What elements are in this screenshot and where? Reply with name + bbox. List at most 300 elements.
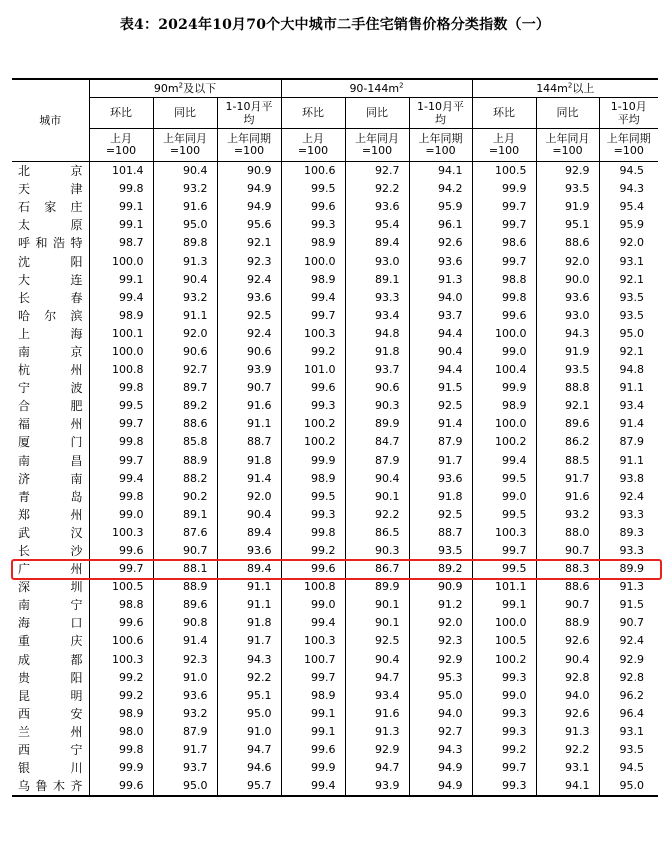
value-cell: 91.9 (536, 198, 599, 216)
base-row (12, 129, 658, 162)
value-cell: 91.7 (153, 741, 217, 759)
value-cell: 92.5 (409, 506, 472, 524)
value-cell: 85.8 (153, 433, 217, 451)
value-cell: 99.7 (472, 252, 536, 270)
value-cell: 99.7 (89, 560, 153, 578)
value-cell: 98.9 (472, 397, 536, 415)
value-cell: 99.0 (89, 506, 153, 524)
value-cell: 99.4 (472, 452, 536, 470)
table-row (12, 596, 658, 614)
value-cell: 99.2 (281, 542, 345, 560)
city-cell: 广州 (12, 560, 89, 578)
value-cell: 100.5 (89, 578, 153, 596)
table-header (12, 79, 658, 162)
price-index-table (12, 78, 658, 797)
value-cell: 87.9 (409, 433, 472, 451)
value-cell: 92.0 (619, 236, 645, 250)
value-cell: 101.1 (472, 578, 536, 596)
value-cell: 92.4 (217, 271, 281, 289)
value-cell: 90.7 (619, 616, 645, 630)
value-cell: 88.0 (536, 524, 599, 542)
value-cell: 88.7 (217, 433, 281, 451)
city-cell: 宁波 (12, 379, 89, 397)
value-cell: 91.9 (536, 343, 599, 361)
base-value: =100 (169, 144, 201, 157)
value-cell: 99.0 (472, 488, 536, 506)
value-cell: 92.6 (536, 705, 599, 723)
value-cell: 92.7 (409, 723, 472, 741)
value-cell: 91.4 (619, 417, 645, 431)
value-cell: 91.4 (409, 415, 472, 433)
value-cell: 99.1 (89, 271, 153, 289)
value-cell: 89.9 (345, 415, 409, 433)
value-cell: 99.1 (281, 723, 345, 741)
table-row (12, 578, 658, 596)
city-cell: 哈尔滨 (12, 307, 89, 325)
value-cell: 93.1 (619, 254, 645, 268)
value-cell: 94.3 (619, 182, 645, 196)
value-cell: 92.5 (409, 397, 472, 415)
value-cell: 99.8 (89, 488, 153, 506)
base-label: 上年同月 (355, 132, 399, 145)
value-cell: 101.0 (281, 361, 345, 379)
value-cell: 91.3 (345, 723, 409, 741)
value-cell: 93.5 (619, 308, 645, 322)
value-cell: 89.4 (345, 234, 409, 252)
value-cell: 88.9 (153, 452, 217, 470)
city-cell: 厦门 (12, 433, 89, 451)
value-cell: 93.2 (153, 180, 217, 198)
value-cell: 100.6 (89, 632, 153, 650)
value-cell: 87.6 (153, 524, 217, 542)
value-cell: 99.6 (281, 560, 345, 578)
value-cell: 99.3 (281, 216, 345, 234)
value-cell: 90.1 (345, 614, 409, 632)
value-cell: 93.2 (536, 506, 599, 524)
value-cell: 92.1 (217, 234, 281, 252)
base-header (409, 129, 472, 162)
table-row (12, 470, 658, 488)
value-cell: 100.2 (281, 415, 345, 433)
value-cell: 95.0 (619, 779, 645, 793)
value-cell: 99.3 (472, 669, 536, 687)
metric-header: 1-10月平均 (217, 98, 281, 129)
city-cell: 青岛 (12, 488, 89, 506)
value-cell: 99.6 (472, 307, 536, 325)
value-cell: 93.2 (153, 705, 217, 723)
value-cell: 91.8 (217, 614, 281, 632)
base-header (599, 129, 658, 162)
value-cell: 93.6 (409, 252, 472, 270)
value-cell: 99.7 (89, 452, 153, 470)
value-cell: 90.1 (345, 596, 409, 614)
value-cell: 92.3 (409, 632, 472, 650)
value-cell: 99.4 (281, 289, 345, 307)
value-cell: 93.5 (619, 743, 645, 757)
base-label: 上年同月 (163, 132, 207, 145)
base-label: 上年同期 (418, 132, 463, 145)
base-value: =100 (233, 144, 265, 157)
value-cell: 100.6 (281, 162, 345, 181)
value-cell: 93.5 (409, 542, 472, 560)
table-row (12, 433, 658, 451)
metric-header: 1-10月平均 (599, 98, 658, 129)
value-cell: 100.0 (472, 415, 536, 433)
value-cell: 91.5 (619, 598, 645, 612)
value-cell: 94.7 (345, 669, 409, 687)
value-cell: 91.2 (409, 596, 472, 614)
value-cell: 90.4 (536, 651, 599, 669)
city-cell: 济南 (12, 470, 89, 488)
value-cell: 91.8 (345, 343, 409, 361)
value-cell: 91.1 (619, 453, 645, 467)
value-cell: 94.3 (217, 651, 281, 669)
table-row (12, 180, 658, 198)
value-cell: 93.1 (536, 759, 599, 777)
value-cell: 99.7 (472, 216, 536, 234)
value-cell: 94.3 (409, 741, 472, 759)
value-cell: 95.9 (409, 198, 472, 216)
value-cell: 90.7 (536, 596, 599, 614)
value-cell: 92.9 (409, 651, 472, 669)
city-cell: 西安 (12, 705, 89, 723)
city-cell: 上海 (12, 325, 89, 343)
value-cell: 92.9 (536, 162, 599, 181)
table-row (12, 271, 658, 289)
value-cell: 90.8 (153, 614, 217, 632)
value-cell: 94.8 (345, 325, 409, 343)
value-cell: 99.6 (89, 542, 153, 560)
value-cell: 94.3 (536, 325, 599, 343)
table-row (12, 741, 658, 759)
value-cell: 90.7 (153, 542, 217, 560)
value-cell: 94.5 (619, 164, 645, 178)
value-cell: 92.8 (536, 669, 599, 687)
value-cell: 99.8 (89, 433, 153, 451)
value-cell: 95.4 (619, 200, 645, 214)
value-cell: 89.1 (345, 271, 409, 289)
city-cell: 西宁 (12, 741, 89, 759)
value-cell: 89.7 (153, 379, 217, 397)
base-header (536, 129, 599, 162)
value-cell: 94.8 (619, 363, 645, 377)
value-cell: 86.7 (345, 560, 409, 578)
table-row (12, 777, 658, 796)
value-cell: 91.7 (217, 632, 281, 650)
value-cell: 95.4 (345, 216, 409, 234)
city-cell: 福州 (12, 415, 89, 433)
value-cell: 100.5 (472, 162, 536, 181)
value-cell: 90.4 (345, 651, 409, 669)
value-cell: 91.0 (153, 669, 217, 687)
value-cell: 94.4 (409, 325, 472, 343)
value-cell: 90.6 (345, 379, 409, 397)
base-label: 上月 (493, 132, 516, 145)
value-cell: 89.4 (217, 560, 281, 578)
value-cell: 91.7 (409, 452, 472, 470)
value-cell: 99.1 (281, 705, 345, 723)
value-cell: 100.4 (472, 361, 536, 379)
value-cell: 92.9 (345, 741, 409, 759)
value-cell: 93.0 (345, 252, 409, 270)
metric-header: 同比 (153, 98, 217, 129)
value-cell: 98.9 (281, 687, 345, 705)
value-cell: 93.4 (619, 399, 645, 413)
value-cell: 96.1 (409, 216, 472, 234)
city-cell: 海口 (12, 614, 89, 632)
value-cell: 99.3 (472, 777, 536, 796)
value-cell: 100.3 (89, 524, 153, 542)
base-value: =100 (488, 144, 520, 157)
value-cell: 98.9 (89, 307, 153, 325)
metric-header: 同比 (536, 98, 599, 129)
city-cell: 昆明 (12, 687, 89, 705)
value-cell: 99.5 (472, 470, 536, 488)
value-cell: 89.6 (153, 596, 217, 614)
value-cell: 98.6 (472, 234, 536, 252)
value-cell: 94.9 (409, 777, 472, 796)
value-cell: 99.5 (89, 397, 153, 415)
value-cell: 95.0 (409, 687, 472, 705)
group-header-medium: $90-144m^2$ (281, 79, 472, 98)
value-cell: 99.9 (281, 759, 345, 777)
table-row (12, 759, 658, 777)
value-cell: 94.9 (217, 180, 281, 198)
value-cell: 94.0 (409, 289, 472, 307)
value-cell: 88.6 (536, 234, 599, 252)
value-cell: 94.2 (409, 180, 472, 198)
value-cell: 94.9 (217, 198, 281, 216)
value-cell: 99.2 (89, 669, 153, 687)
value-cell: 98.9 (281, 271, 345, 289)
value-cell: 93.9 (217, 361, 281, 379)
city-cell: 贵阳 (12, 669, 89, 687)
value-cell: 99.2 (89, 687, 153, 705)
value-cell: 99.3 (472, 705, 536, 723)
value-cell: 94.1 (409, 162, 472, 181)
value-cell: 91.3 (536, 723, 599, 741)
table-row (12, 343, 658, 361)
value-cell: 93.4 (345, 687, 409, 705)
value-cell: 95.1 (217, 687, 281, 705)
group-header-small: $90m^2$及以下 (89, 79, 281, 98)
city-cell: 杭州 (12, 361, 89, 379)
metric-header: 环比 (472, 98, 536, 129)
value-cell: 95.3 (409, 669, 472, 687)
value-cell: 91.8 (217, 452, 281, 470)
value-cell: 92.7 (153, 361, 217, 379)
value-cell: 95.6 (217, 216, 281, 234)
base-value: =100 (425, 144, 456, 157)
base-header (217, 129, 281, 162)
value-cell: 91.7 (536, 470, 599, 488)
value-cell: 92.2 (536, 741, 599, 759)
value-cell: 94.4 (409, 361, 472, 379)
base-value: =100 (552, 144, 583, 157)
value-cell: 99.4 (281, 777, 345, 796)
value-cell: 91.1 (217, 596, 281, 614)
value-cell: 92.0 (409, 614, 472, 632)
value-cell: 92.5 (345, 632, 409, 650)
value-cell: 94.7 (345, 759, 409, 777)
table-row (12, 506, 658, 524)
value-cell: 93.6 (153, 687, 217, 705)
value-cell: 92.0 (536, 252, 599, 270)
value-cell: 93.6 (409, 470, 472, 488)
value-cell: 100.0 (472, 325, 536, 343)
value-cell: 99.9 (472, 180, 536, 198)
value-cell: 93.6 (345, 198, 409, 216)
highlight-box (11, 559, 662, 580)
value-cell: 90.7 (217, 379, 281, 397)
city-cell: 深圳 (12, 578, 89, 596)
value-cell: 95.7 (217, 777, 281, 796)
value-cell: 88.5 (536, 452, 599, 470)
value-cell: 86.2 (536, 433, 599, 451)
table-row (12, 379, 658, 397)
value-cell: 92.6 (536, 632, 599, 650)
table-row (12, 234, 658, 252)
value-cell: 100.3 (281, 632, 345, 650)
base-header (345, 129, 409, 162)
value-cell: 99.8 (89, 379, 153, 397)
value-cell: 89.2 (409, 560, 472, 578)
value-cell: 92.0 (217, 488, 281, 506)
value-cell: 89.6 (536, 415, 599, 433)
value-cell: 99.7 (281, 669, 345, 687)
value-cell: 99.0 (281, 596, 345, 614)
value-cell: 90.4 (153, 271, 217, 289)
value-cell: 91.6 (153, 198, 217, 216)
value-cell: 99.4 (281, 614, 345, 632)
value-cell: 94.9 (409, 759, 472, 777)
value-cell: 99.5 (472, 506, 536, 524)
value-cell: 91.3 (409, 271, 472, 289)
value-cell: 94.7 (217, 741, 281, 759)
group-header-large: $144m^2$以上 (472, 79, 658, 98)
city-cell: 太原 (12, 216, 89, 234)
table-row (12, 162, 658, 181)
value-cell: 92.4 (619, 489, 645, 503)
value-cell: 90.3 (345, 397, 409, 415)
city-cell: 成都 (12, 651, 89, 669)
value-cell: 94.0 (409, 705, 472, 723)
value-cell: 98.9 (89, 705, 153, 723)
value-cell: 93.7 (409, 307, 472, 325)
value-cell: 93.7 (345, 361, 409, 379)
value-cell: 91.1 (153, 307, 217, 325)
city-cell: 银川 (12, 759, 89, 777)
metric-header: 1-10月平均 (409, 98, 472, 129)
value-cell: 90.4 (409, 343, 472, 361)
value-cell: 96.4 (619, 706, 645, 720)
metric-header: 环比 (281, 98, 345, 129)
value-cell: 90.9 (409, 578, 472, 596)
value-cell: 90.0 (536, 271, 599, 289)
value-cell: 100.2 (472, 651, 536, 669)
value-cell: 96.2 (619, 688, 645, 702)
value-cell: 87.9 (345, 452, 409, 470)
value-cell: 93.6 (536, 289, 599, 307)
value-cell: 92.0 (153, 325, 217, 343)
value-cell: 91.3 (619, 580, 645, 594)
value-cell: 91.4 (153, 632, 217, 650)
table-row (12, 524, 658, 542)
value-cell: 100.5 (472, 632, 536, 650)
value-cell: 99.7 (472, 198, 536, 216)
table-row (12, 669, 658, 687)
value-cell: 99.7 (472, 542, 536, 560)
value-cell: 99.6 (281, 379, 345, 397)
base-header (281, 129, 345, 162)
table-body (12, 162, 658, 797)
value-cell: 99.6 (281, 198, 345, 216)
value-cell: 99.9 (89, 759, 153, 777)
value-cell: 98.0 (89, 723, 153, 741)
value-cell: 93.5 (536, 180, 599, 198)
value-cell: 94.0 (536, 687, 599, 705)
table-row (12, 651, 658, 669)
value-cell: 99.7 (89, 415, 153, 433)
table-row (12, 216, 658, 234)
value-cell: 91.8 (409, 488, 472, 506)
value-cell: 91.6 (536, 488, 599, 506)
value-cell: 95.1 (536, 216, 599, 234)
base-header (89, 129, 153, 162)
value-cell: 100.2 (281, 433, 345, 451)
value-cell: 98.9 (281, 470, 345, 488)
city-cell: 大连 (12, 271, 89, 289)
value-cell: 90.4 (153, 162, 217, 181)
value-cell: 92.1 (619, 272, 645, 286)
value-cell: 93.3 (345, 289, 409, 307)
value-cell: 91.1 (217, 415, 281, 433)
value-cell: 99.7 (472, 759, 536, 777)
value-cell: 94.6 (217, 759, 281, 777)
city-cell: 南京 (12, 343, 89, 361)
table-row (12, 289, 658, 307)
value-cell: 93.5 (619, 290, 645, 304)
base-label: 上年同期 (227, 132, 271, 145)
value-cell: 93.2 (153, 289, 217, 307)
value-cell: 86.5 (345, 524, 409, 542)
value-cell: 98.7 (89, 234, 153, 252)
value-cell: 92.5 (217, 307, 281, 325)
value-cell: 94.5 (619, 761, 645, 775)
value-cell: 100.0 (281, 252, 345, 270)
value-cell: 88.1 (153, 560, 217, 578)
value-cell: 99.5 (281, 180, 345, 198)
city-cell: 石家庄 (12, 198, 89, 216)
base-label: 上月 (302, 132, 324, 145)
table-row (12, 614, 658, 632)
value-cell: 100.8 (89, 361, 153, 379)
value-cell: 98.9 (281, 234, 345, 252)
value-cell: 100.3 (472, 524, 536, 542)
value-cell: 92.8 (619, 670, 645, 684)
value-cell: 87.9 (153, 723, 217, 741)
value-cell: 91.0 (217, 723, 281, 741)
city-cell: 沈阳 (12, 252, 89, 270)
value-cell: 99.3 (281, 506, 345, 524)
value-cell: 99.6 (281, 741, 345, 759)
base-header (472, 129, 536, 162)
value-cell: 90.4 (345, 470, 409, 488)
city-cell: 天津 (12, 180, 89, 198)
value-cell: 92.2 (217, 669, 281, 687)
value-cell: 88.6 (536, 578, 599, 596)
value-cell: 99.4 (89, 470, 153, 488)
